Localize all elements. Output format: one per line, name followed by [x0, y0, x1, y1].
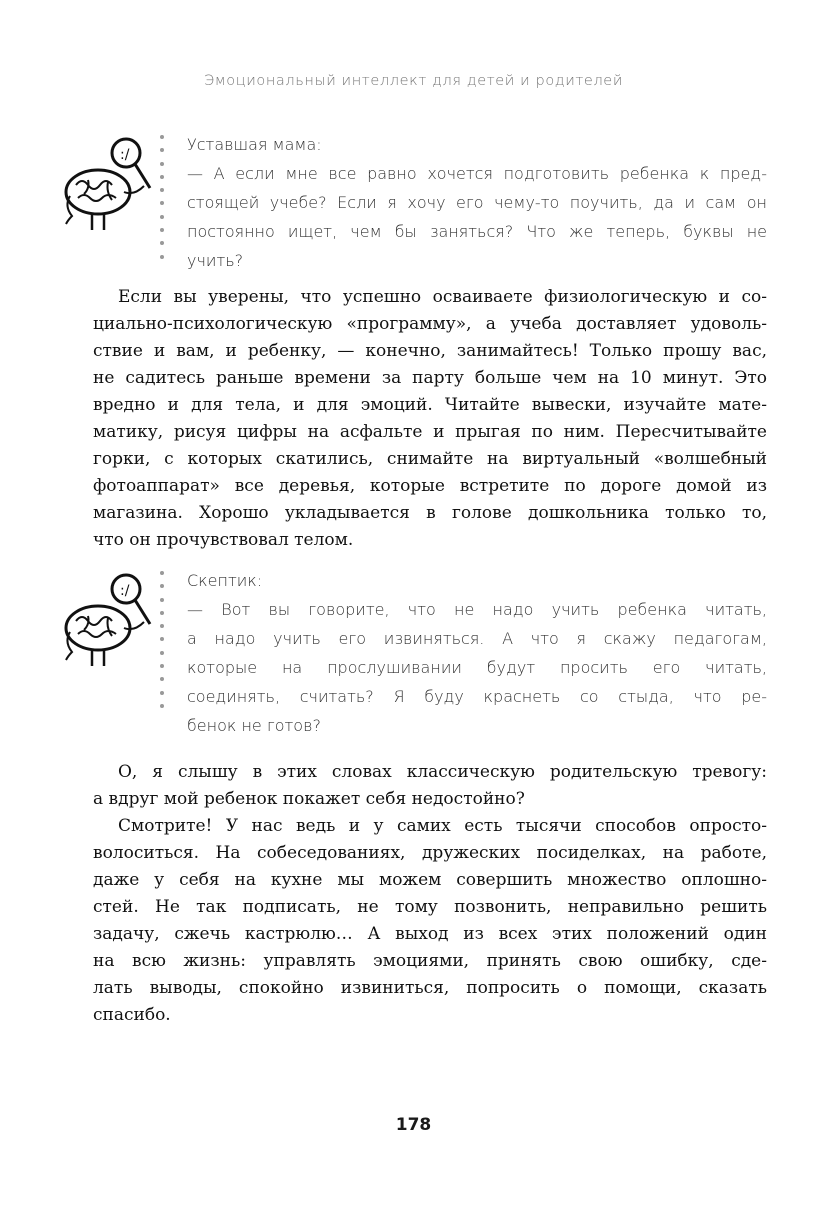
page-number: 178 [395, 1115, 432, 1135]
brain-with-magnifier-icon [58, 566, 158, 696]
brain-with-magnifier-icon [58, 130, 158, 260]
text-line: задачу, сжечь кастрюлю… А выход из всех этих положений один [93, 924, 767, 944]
speaker-label: Скептик: [187, 571, 263, 590]
svg-text::/: :/ [120, 583, 130, 599]
callout-skeptic [50, 566, 770, 735]
text-line: на всю жизнь: управлять эмоциями, принять свою ошибку, сде- [93, 951, 767, 971]
text-line: лать выводы, спокойно извиниться, попросить о помощи, сказать [93, 978, 767, 998]
text-line: ствие и вам, и ребенку, — конечно, занимайтесь! Только прошу вас, [93, 341, 767, 361]
callout-line: бенок не готов? [187, 716, 321, 735]
callout-line: постоянно ищет, чем бы заняться? Что же теперь, буквы не [187, 222, 767, 241]
paragraph-1 [93, 284, 767, 554]
text-line: стей. Не так подписать, не тому позвонить, неправильно решить [93, 897, 767, 917]
callout-line: — Вот вы говорите, что не надо учить ребенка читать, [187, 600, 767, 619]
running-header: Эмоциональный интеллект для детей и родителей [204, 73, 623, 89]
text-line: даже у себя на кухне мы можем совершить множество оплошно- [93, 870, 767, 890]
text-line: матику, рисуя цифры на асфальте и прыгая по ним. Пересчитывайте [93, 422, 767, 442]
dotted-divider [160, 135, 166, 268]
text-line: циально-психологическую «программу», а учеба доставляет удоволь- [93, 314, 767, 334]
paragraph-3 [93, 813, 767, 1029]
callout-line: — А если мне все равно хочется подготовить ребенка к пред- [187, 164, 767, 183]
callout-line: которые на прослушивании будут просить его читать, [187, 658, 767, 677]
text-line: Если вы уверены, что успешно осваиваете физиологическую и со- [118, 287, 767, 307]
speaker-label: Уставшая мама: [187, 135, 322, 154]
callout-line: учить? [187, 251, 244, 270]
callout-line: а надо учить его извиняться. А что я скажу педагогам, [187, 629, 767, 648]
text-line: горки, с которых скатились, снимайте на виртуальный «волшебный [93, 449, 767, 469]
callout-line: стоящей учебе? Если я хочу его чему-то поучить, да и сам он [187, 193, 767, 212]
text-line: магазина. Хорошо укладывается в голове дошкольника только то, [93, 503, 767, 523]
text-line: фотоаппарат» все деревья, которые встретите по дороге домой из [93, 476, 767, 496]
callout-tired-mom [50, 130, 770, 275]
text-line: не садитесь раньше времени за парту больше чем на 10 минут. Это [93, 368, 767, 388]
text-line: Смотрите! У нас ведь и у самих есть тысячи способов опросто- [118, 816, 767, 836]
text-line: спасибо. [93, 1005, 171, 1025]
text-line: волоситься. На собеседованиях, дружеских посиделках, на работе, [93, 843, 767, 863]
text-line: вредно и для тела, и для эмоций. Читайте вывески, изучайте мате- [93, 395, 767, 415]
dotted-divider [160, 571, 166, 717]
callout-line: соединять, считать? Я буду краснеть со стыда, что ре- [187, 687, 767, 706]
svg-text::/: :/ [120, 147, 130, 163]
paragraph-2 [93, 759, 767, 813]
text-line: а вдруг мой ребенок покажет себя недостойно? [93, 789, 525, 809]
text-line: что он прочувствовал телом. [93, 530, 354, 550]
text-line: О, я слышу в этих словах классическую родительскую тревогу: [118, 762, 767, 782]
